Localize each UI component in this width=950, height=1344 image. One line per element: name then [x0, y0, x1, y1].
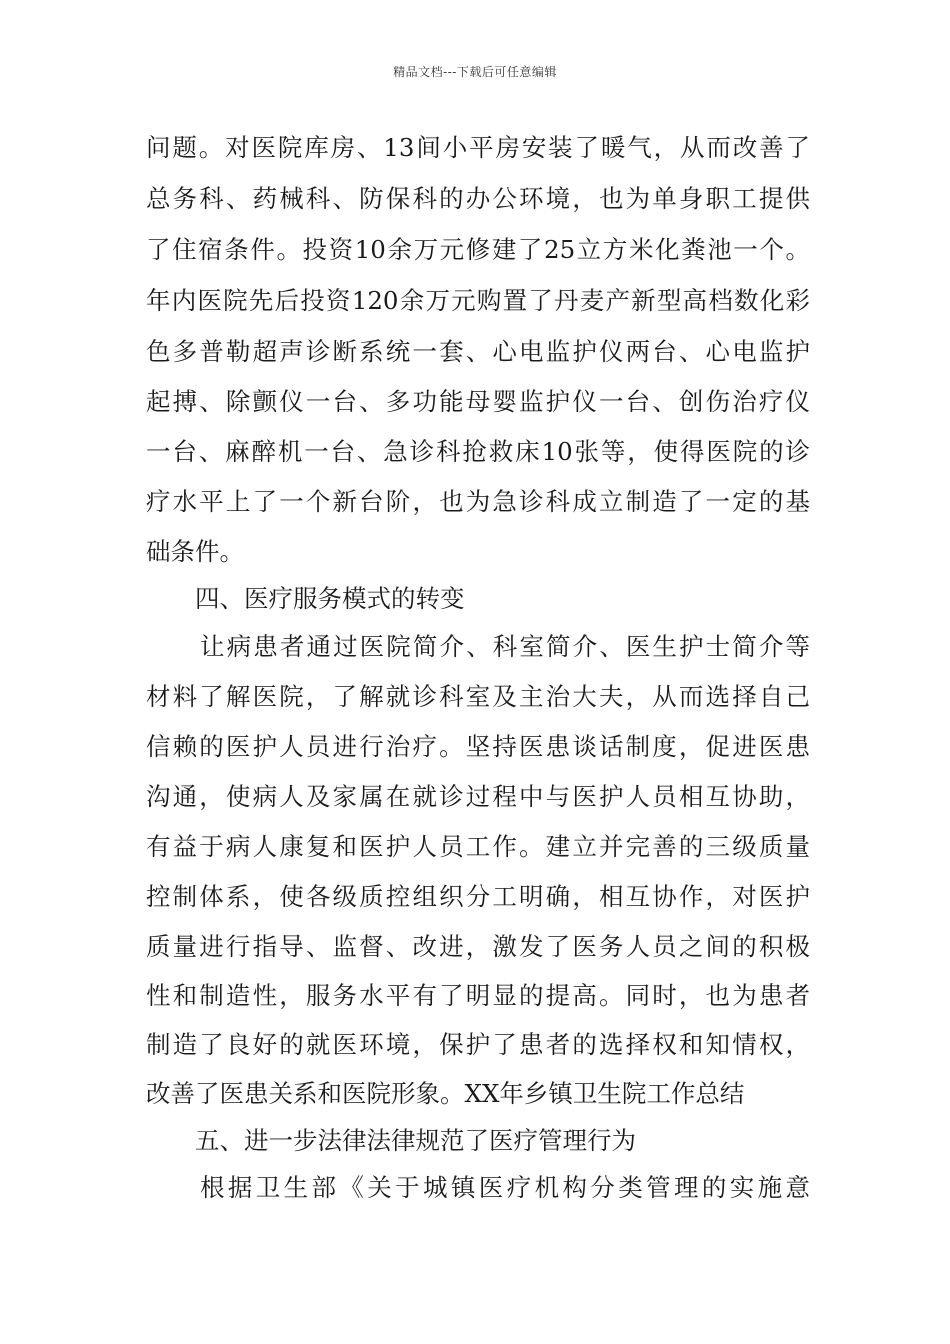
body-line: 础条件。	[146, 537, 244, 566]
body-line: 制造了良好的就医环境，保护了患者的选择权和知情权，	[146, 1030, 810, 1059]
body-line: 让病患者通过医院简介、科室简介、医生护士简介等	[200, 632, 810, 661]
section-heading: 五、进一步法律法律规范了医疗管理行为	[195, 1126, 636, 1155]
body-line: 问题。对医院库房、13间小平房安装了暖气，从而改善了	[146, 133, 810, 162]
body-line: 改善了医患关系和医院形象。XX年乡镇卫生院工作总结	[146, 1079, 745, 1108]
body-line: 沟通，使病人及家属在就诊过程中与医护人员相互协助，	[146, 782, 810, 811]
body-line: 材料了解医院，了解就诊科室及主治大夫，从而选择自己	[146, 682, 810, 711]
body-line: 年内医院先后投资120余万元购置了丹麦产新型高档数化彩	[146, 286, 810, 315]
page-header: 精品文档---下载后可任意编辑	[393, 65, 557, 79]
body-line: 性和制造性，服务水平有了明显的提高。同时，也为患者	[146, 981, 810, 1010]
body-line: 疗水平上了一个新台阶，也为急诊科成立制造了一定的基	[146, 487, 810, 516]
body-line: 色多普勒超声诊断系统一套、心电监护仪两台、心电监护	[146, 337, 810, 366]
body-line: 信赖的医护人员进行治疗。坚持医患谈话制度，促进医患	[146, 732, 810, 761]
body-line: 了住宿条件。投资10余万元修建了25立方米化粪池一个。	[146, 235, 810, 264]
body-line: 质量进行指导、监督、改进，激发了医务人员之间的积极	[146, 932, 810, 961]
body-line: 起搏、除颤仪一台、多功能母婴监护仪一台、创伤治疗仪	[146, 387, 810, 416]
body-line: 总务科、药械科、防保科的办公环境，也为单身职工提供	[146, 184, 810, 213]
body-line: 有益于病人康复和医护人员工作。建立并完善的三级质量	[146, 832, 810, 861]
body-line: 一台、麻醉机一台、急诊科抢救床10张等，使得医院的诊	[146, 437, 810, 466]
body-line: 控制体系，使各级质控组织分工明确，相互协作，对医护	[146, 882, 810, 911]
body-line: 根据卫生部《关于城镇医疗机构分类管理的实施意	[200, 1173, 810, 1202]
section-heading: 四、医疗服务模式的转变	[195, 584, 465, 613]
